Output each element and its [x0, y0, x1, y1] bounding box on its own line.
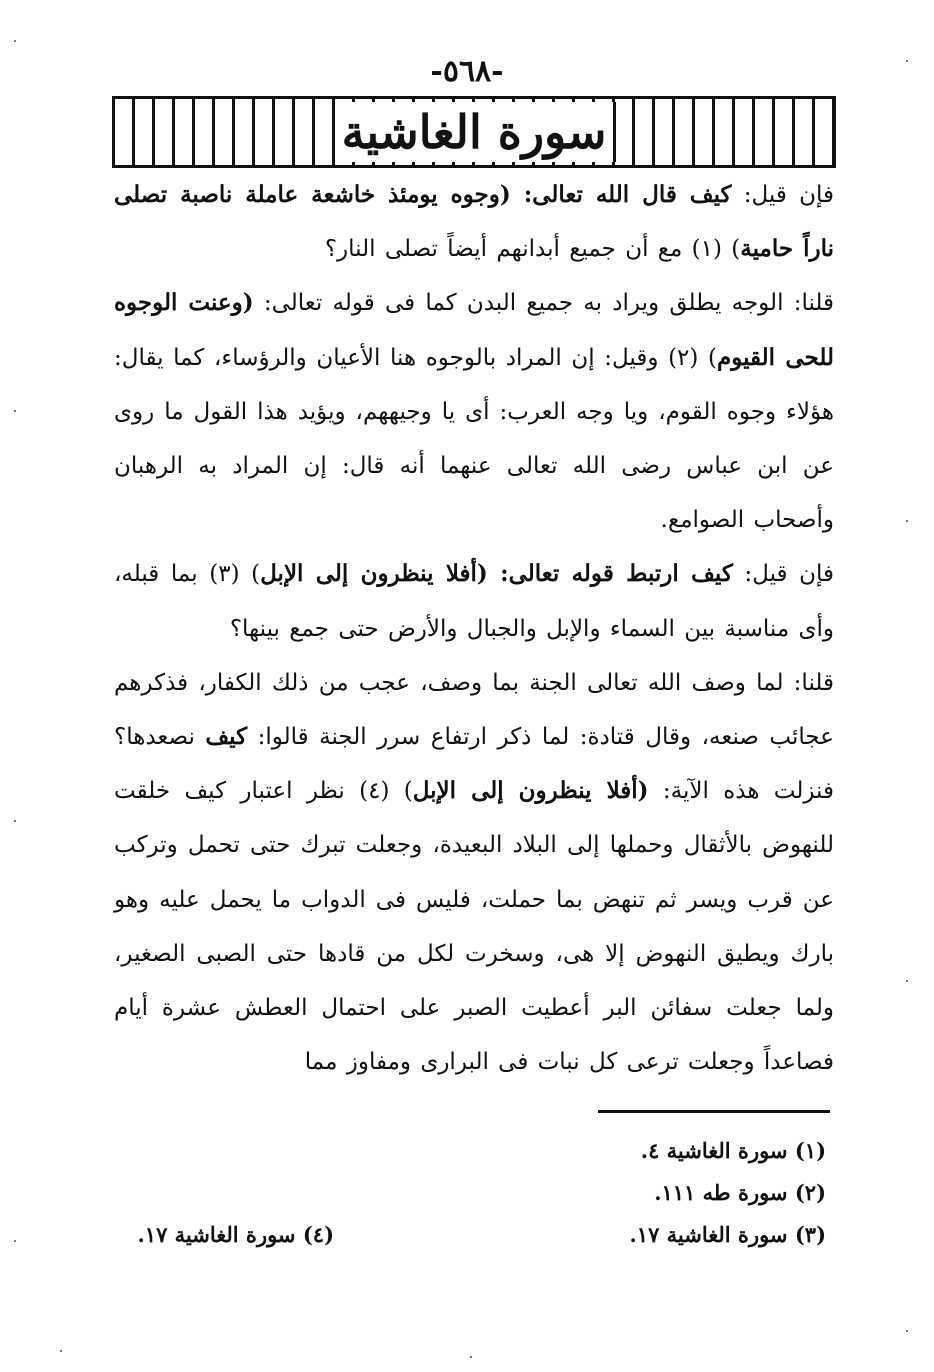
- paragraph-text: ) (٢) وقيل: إن المراد بالوجوه هنا الأعيان والرؤساء، كما يقال: هؤلاء وجوه القوم، ويا وجه العرب: أى يا وجيههم، ويؤيد هذا القول ما روى عن ابن عباس رضى الله تعالى عنهما أنه قال: إن المراد به الرهبان وأصحاب الصوامع.: [114, 344, 834, 534]
- paragraph-text: نصعدها؟ فنزلت هذه الآية:: [114, 724, 834, 805]
- quran-quote: (أفلا ينظرون إلى الإبل: [412, 777, 649, 805]
- footnote-divider: [598, 1110, 830, 1113]
- paragraph: [114, 547, 834, 655]
- body-text: [114, 168, 834, 1089]
- footnote: (١) سورة الغاشية ٤.: [640, 1138, 826, 1163]
- paragraph-text: فإن قيل:: [732, 561, 835, 588]
- surah-title: سورة الغاشية: [332, 102, 616, 162]
- page-number: -٥٦٨-: [430, 54, 504, 89]
- paragraph-text: ) (٤) نظر اعتبار كيف خلقت للنهوض بالأثقال وحملها إلى البلاد البعيدة، وجعلت تبرك حتى تحمل وتركب عن قرب ويسر ثم تنهض بما حملت، فليس فى الدواب ما يحمل عليه وهو بارك ويطيق النهوض إلا هى، وسخرت لكل من قادها حتى الصبى الصغير، ولما جعلت سفائن البر أعطيت الصبر على احتمال العطش عشرة أيام فصاعداً وجعلت ترعى كل نبات فى البرارى ومفاوز مما: [114, 778, 834, 1076]
- footnote: (٣) سورة الغاشية ١٧.: [629, 1222, 826, 1247]
- paragraph: [114, 276, 834, 547]
- quran-quote: (وعنت الوجوه للحى القيوم: [114, 289, 834, 371]
- paragraph: [114, 168, 834, 276]
- paragraph-text: قلنا: الوجه يطلق ويراد به جميع البدن كما فى قوله تعالى:: [253, 290, 834, 317]
- paragraph-text: قلنا: لما وصف الله تعالى الجنة بما وصف، عجب من ذلك الكفار، فذكرهم عجائب صنعه، وقال قتادة: لما ذكر ارتفاع سرر الجنة قالوا:: [114, 669, 834, 751]
- paragraph-text: فإن قيل:: [731, 182, 835, 208]
- surah-title-banner: [112, 96, 836, 168]
- paragraph: [114, 656, 834, 1090]
- quran-quote: كيف ارتبط قوله تعالى: (أفلا ينظرون إلى الإبل: [260, 560, 733, 588]
- quran-quote: كيف قال الله تعالى: (وجوه يومئذ خاشعة عاملة ناصبة تصلى ناراً حامية: [114, 181, 834, 263]
- footnote: (٤) سورة الغاشية ١٧.: [137, 1222, 334, 1247]
- paragraph-text: ) (١) مع أن جميع أبدانهم أيضاً تصلى النار؟: [324, 236, 741, 263]
- paragraph-text: ) (٣) بما قبله، وأى مناسبة بين السماء والإبل والجبال والأرض حتى جمع بينها؟: [114, 561, 834, 642]
- bold-word: كيف: [205, 723, 248, 751]
- footnote: (٢) سورة طه ١١١.: [654, 1180, 826, 1205]
